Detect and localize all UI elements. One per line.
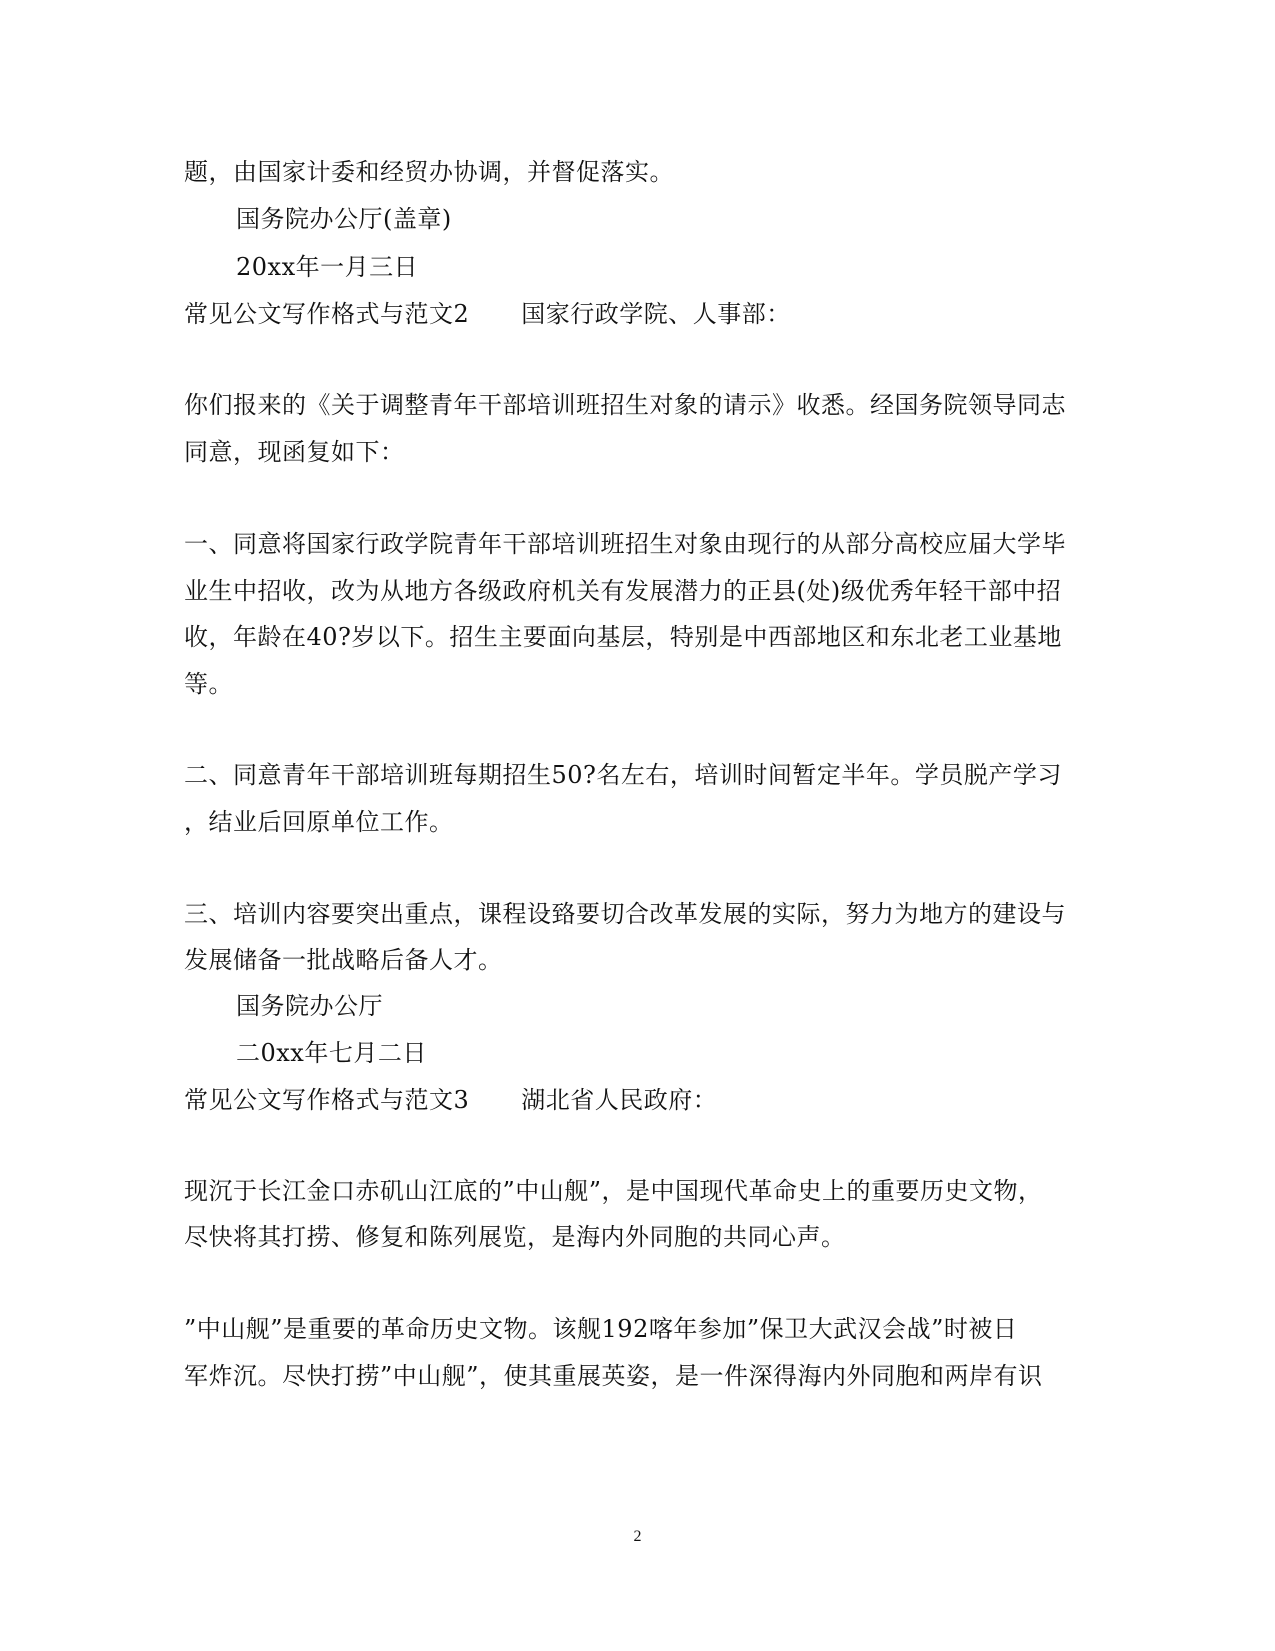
section-heading: 常见公文写作格式与范文2 <box>184 300 470 328</box>
page-number: 2 <box>633 1528 642 1545</box>
text-line: 业生中招收，改为从地方各级政府机关有发展潜力的正县(处)级优秀年轻干部中招 <box>184 577 1062 605</box>
text-line: ”中山舰”是重要的革命历史文物。该舰192喀年参加”保卫大武汉会战”时被日 <box>184 1315 1018 1343</box>
recipient: 国家行政学院、人事部： <box>521 300 791 328</box>
signature-line: 国务院办公厅 <box>236 992 383 1020</box>
date-line: 20xx年一月三日 <box>236 253 419 281</box>
text-line: 同意，现函复如下： <box>184 438 405 466</box>
text-line: 尽快将其打捞、修复和陈列展览，是海内外同胞的共同心声。 <box>184 1223 846 1251</box>
text-line: 现沉于长江金口赤矶山江底的”中山舰”，是中国现代革命史上的重要历史文物， <box>184 1177 1043 1205</box>
text-line: 等。 <box>184 670 233 698</box>
section-heading-line <box>184 1085 717 1115</box>
text-line: 题，由国家计委和经贸办协调，并督促落实。 <box>184 158 674 186</box>
text-line: 发展储备一批战略后备人才。 <box>184 946 503 974</box>
date-line: 二0xx年七月二日 <box>236 1039 427 1067</box>
section-heading: 常见公文写作格式与范文3 <box>184 1086 470 1114</box>
text-line: 二、同意青年干部培训班每期招生50?名左右，培训时间暂定半年。学员脱产学习 <box>184 761 1062 789</box>
text-line: 军炸沉。尽快打捞”中山舰”，使其重展英姿，是一件深得海内外同胞和两岸有识 <box>184 1362 1043 1390</box>
recipient: 湖北省人民政府： <box>521 1086 718 1114</box>
text-line: 你们报来的《关于调整青年干部培训班招生对象的请示》收悉。经国务院领导同志 <box>184 391 1066 419</box>
section-heading-line <box>184 299 791 329</box>
text-line: 一、同意将国家行政学院青年干部培训班招生对象由现行的从部分高校应届大学毕 <box>184 530 1066 558</box>
text-line: 三、培训内容要突出重点，课程设臵要切合改革发展的实际，努力为地方的建设与 <box>184 900 1066 928</box>
signature-line: 国务院办公厅(盖章) <box>236 205 452 233</box>
text-line: ，结业后回原单位工作。 <box>184 808 454 836</box>
text-line: 收，年龄在40?岁以下。招生主要面向基层，特别是中西部地区和东北老工业基地 <box>184 623 1062 651</box>
